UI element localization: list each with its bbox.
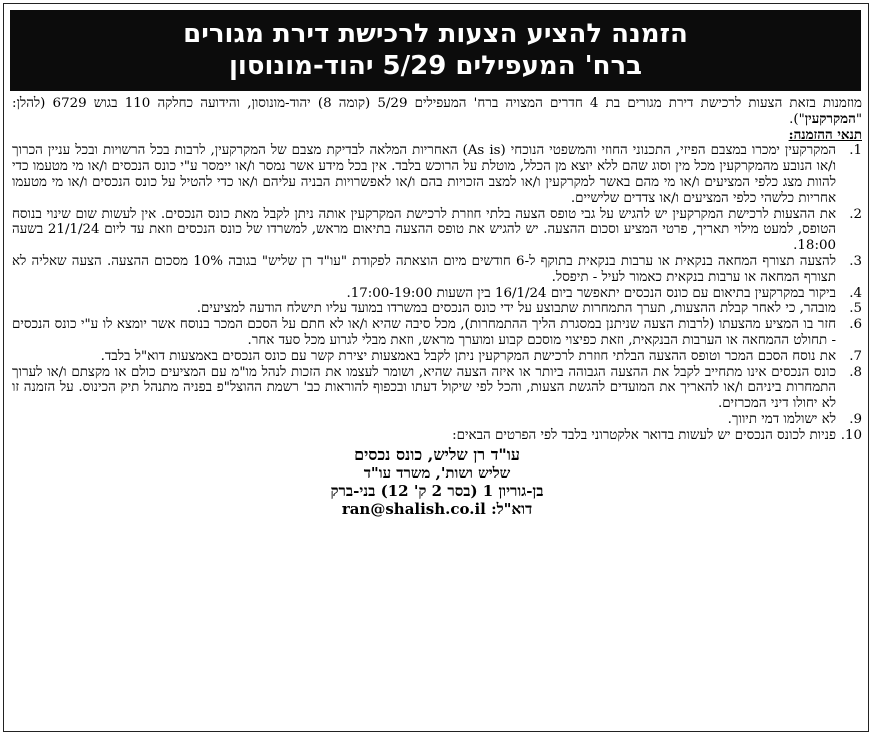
signature-address: בן-גוריון 1 (בסר 2 ק' 12) בני-ברק bbox=[330, 481, 544, 500]
term-item bbox=[12, 365, 862, 412]
term-item bbox=[12, 349, 862, 365]
term-number: 8. bbox=[849, 364, 862, 380]
term-item bbox=[12, 301, 862, 317]
signature-email-line bbox=[12, 500, 862, 518]
term-number: 7. bbox=[849, 348, 862, 364]
ad-subtitle: ברח' המעפילים 5/29 יהוד-מונוסון bbox=[228, 51, 642, 81]
term-text: פניות לכונס הנכסים יש לעשות בדואר אלקטרוני בלבד לפי הפרטים הבאים: bbox=[452, 427, 836, 443]
term-item bbox=[12, 286, 862, 302]
term-text: ביקור במקרקעין בתיאום עם כונס הנכסים יתאפשר ביום 16/1/24 בין השעות 17:00-19:00. bbox=[346, 285, 836, 301]
intro-end: "). bbox=[789, 111, 805, 127]
signature-block bbox=[12, 445, 862, 518]
term-number: 1. bbox=[849, 143, 862, 159]
term-text: המקרקעין ימכרו במצבם הפיזי, התכנוני החוזי והמשפטי הנוכחי (As is) האחריות המלאה לבדיקת מצבם של המקרקעין, לרבות בכל הרשויות ובכל עניין הכרוך ו/או הנובע מהמקרקעין מכל מין וסוג שהם ללא יוצא מן הכלל, מוטלת על הרוכש בלבד. אין בכל מידע אשר נמסר ו/או יימסר ע"י כונס הנכסים ו/או מי מטעמו כדי להוות מצג כלפי המציעים ו/או מי מהם באשר למקרקעין ו/או למצב הזכויות בהם ו/או לאפשרויות הבניה עליהם ו/או כדי להטיל על כונס הנכסים ו/או מי מטעמו אחריות כלשהי כלפי המציעים ו/או צדדים שלישיים. bbox=[12, 143, 836, 206]
term-text: מובהר, כי לאחר קבלת ההצעות, תערך התמחרות שתבוצע על ידי כונס הנכסים במשרדו במועד עליו תישלח הודעה למציעים. bbox=[196, 301, 836, 317]
term-item bbox=[12, 412, 862, 428]
terms-title: תנאי ההזמנה: bbox=[788, 126, 862, 143]
ad-title: הזמנה להציע הצעות לרכישת דירת מגורים bbox=[183, 19, 688, 49]
term-number: 2. bbox=[849, 206, 862, 222]
email-label: דוא"ל: bbox=[491, 499, 533, 518]
term-number: 10. bbox=[840, 427, 862, 443]
intro-bold-term: המקרקעין bbox=[804, 110, 856, 127]
term-text: את ההצעות לרכישת המקרקעין יש להגיש על גבי טופס הצעה בלתי חוזרת לרכישת המקרקעין אותה ניתן לקבל מאת כונס הנכסים. אין לעשות שום שינוי בנוסח הטופס, למעט מילוי תאריך, פרטי המציע וסכום ההצעה. יש להגיש את טופס ההצעה בתיאום מראש, למשרדו של כונס הנכסים וזאת עד ליום 21/1/24 בשעה 18:00. bbox=[12, 206, 836, 254]
term-number: 9. bbox=[849, 411, 862, 427]
term-item bbox=[12, 143, 862, 206]
term-item bbox=[12, 317, 862, 349]
term-text: חזר בו המציע מהצעתו (לרבות הצעה שניתנן במסגרת הליך ההתמחרות), מכל סיבה שהיא ו/או לא חתם על הסכם המכר בנוסח אשר יומצא לו ע"י כונס הנכסים - תחולט ההמחאה או הערבות הבנקאית, וזאת כפיצוי מוסכם קבוע ומוערך מראש, וזאת מבלי לגרוע מכל סעד אחר. bbox=[12, 317, 836, 348]
term-number: 6. bbox=[849, 317, 862, 333]
term-item bbox=[12, 428, 862, 444]
term-number: 5. bbox=[849, 301, 862, 317]
ad-body bbox=[12, 96, 862, 518]
term-text: לא ישולמו דמי תיווך. bbox=[727, 411, 836, 427]
term-text: את נוסח הסכם המכר וטופס ההצעה הבלתי חוזרת לרכישת המקרקעין ניתן לקבל באמצעות יצירת קשר עם כונס הנכסים באמצעות דוא"ל בלבד. bbox=[100, 348, 836, 364]
signature-name: עו"ד רן שליש, כונס נכסים bbox=[354, 444, 520, 464]
intro-paragraph bbox=[12, 96, 862, 128]
term-item bbox=[12, 207, 862, 254]
term-item bbox=[12, 254, 862, 286]
ad-header bbox=[10, 10, 861, 91]
email-address: ran@shalish.co.il bbox=[341, 499, 486, 518]
intro-text: מוזמנות בזאת הצעות לרכישת דירת מגורים בת 4 חדרים המצויה ברח' המעפילים 5/29 (קומה 8) יהוד-מונוסון, והידועה כחלקה 110 בגוש 6729 (להלן: " bbox=[12, 96, 862, 127]
term-text: להצעה תצורף המחאה בנקאית או ערבות בנקאית בתוקף ל-6 חודשים מיום הוצאתה לפקודת "עו"ד רן שליש" בגובה 10% מסכום ההצעה. הצעה שאליה לא תצורף המחאה או ערבות בנקאית כאמור לעיל - תיפסל. bbox=[12, 253, 837, 285]
term-text: כונס הנכסים אינו מתחייב לקבל את ההצעה הגבוהה ביותר או איזה הצעה שהיא, ושומר לעצמו את הזכות לנהל מו"מ עם המציעים כולם או מקצתם ו/או לערוך התמחרות ביניהם ו/או להאריך את המועדים להגשת הצעות, והכל לפי שיקול דעתו ובכפוף להוראות כב' רשמת ההוצל"פ בפניה מתנהל תיק הכינוס. על הזמנה זו לא יחולו דיני המכרזים. bbox=[12, 364, 836, 412]
term-number: 3. bbox=[849, 253, 862, 269]
term-number: 4. bbox=[849, 285, 862, 301]
signature-firm: שליש ושות', משרד עו"ד bbox=[363, 463, 511, 482]
terms-list bbox=[12, 143, 862, 443]
